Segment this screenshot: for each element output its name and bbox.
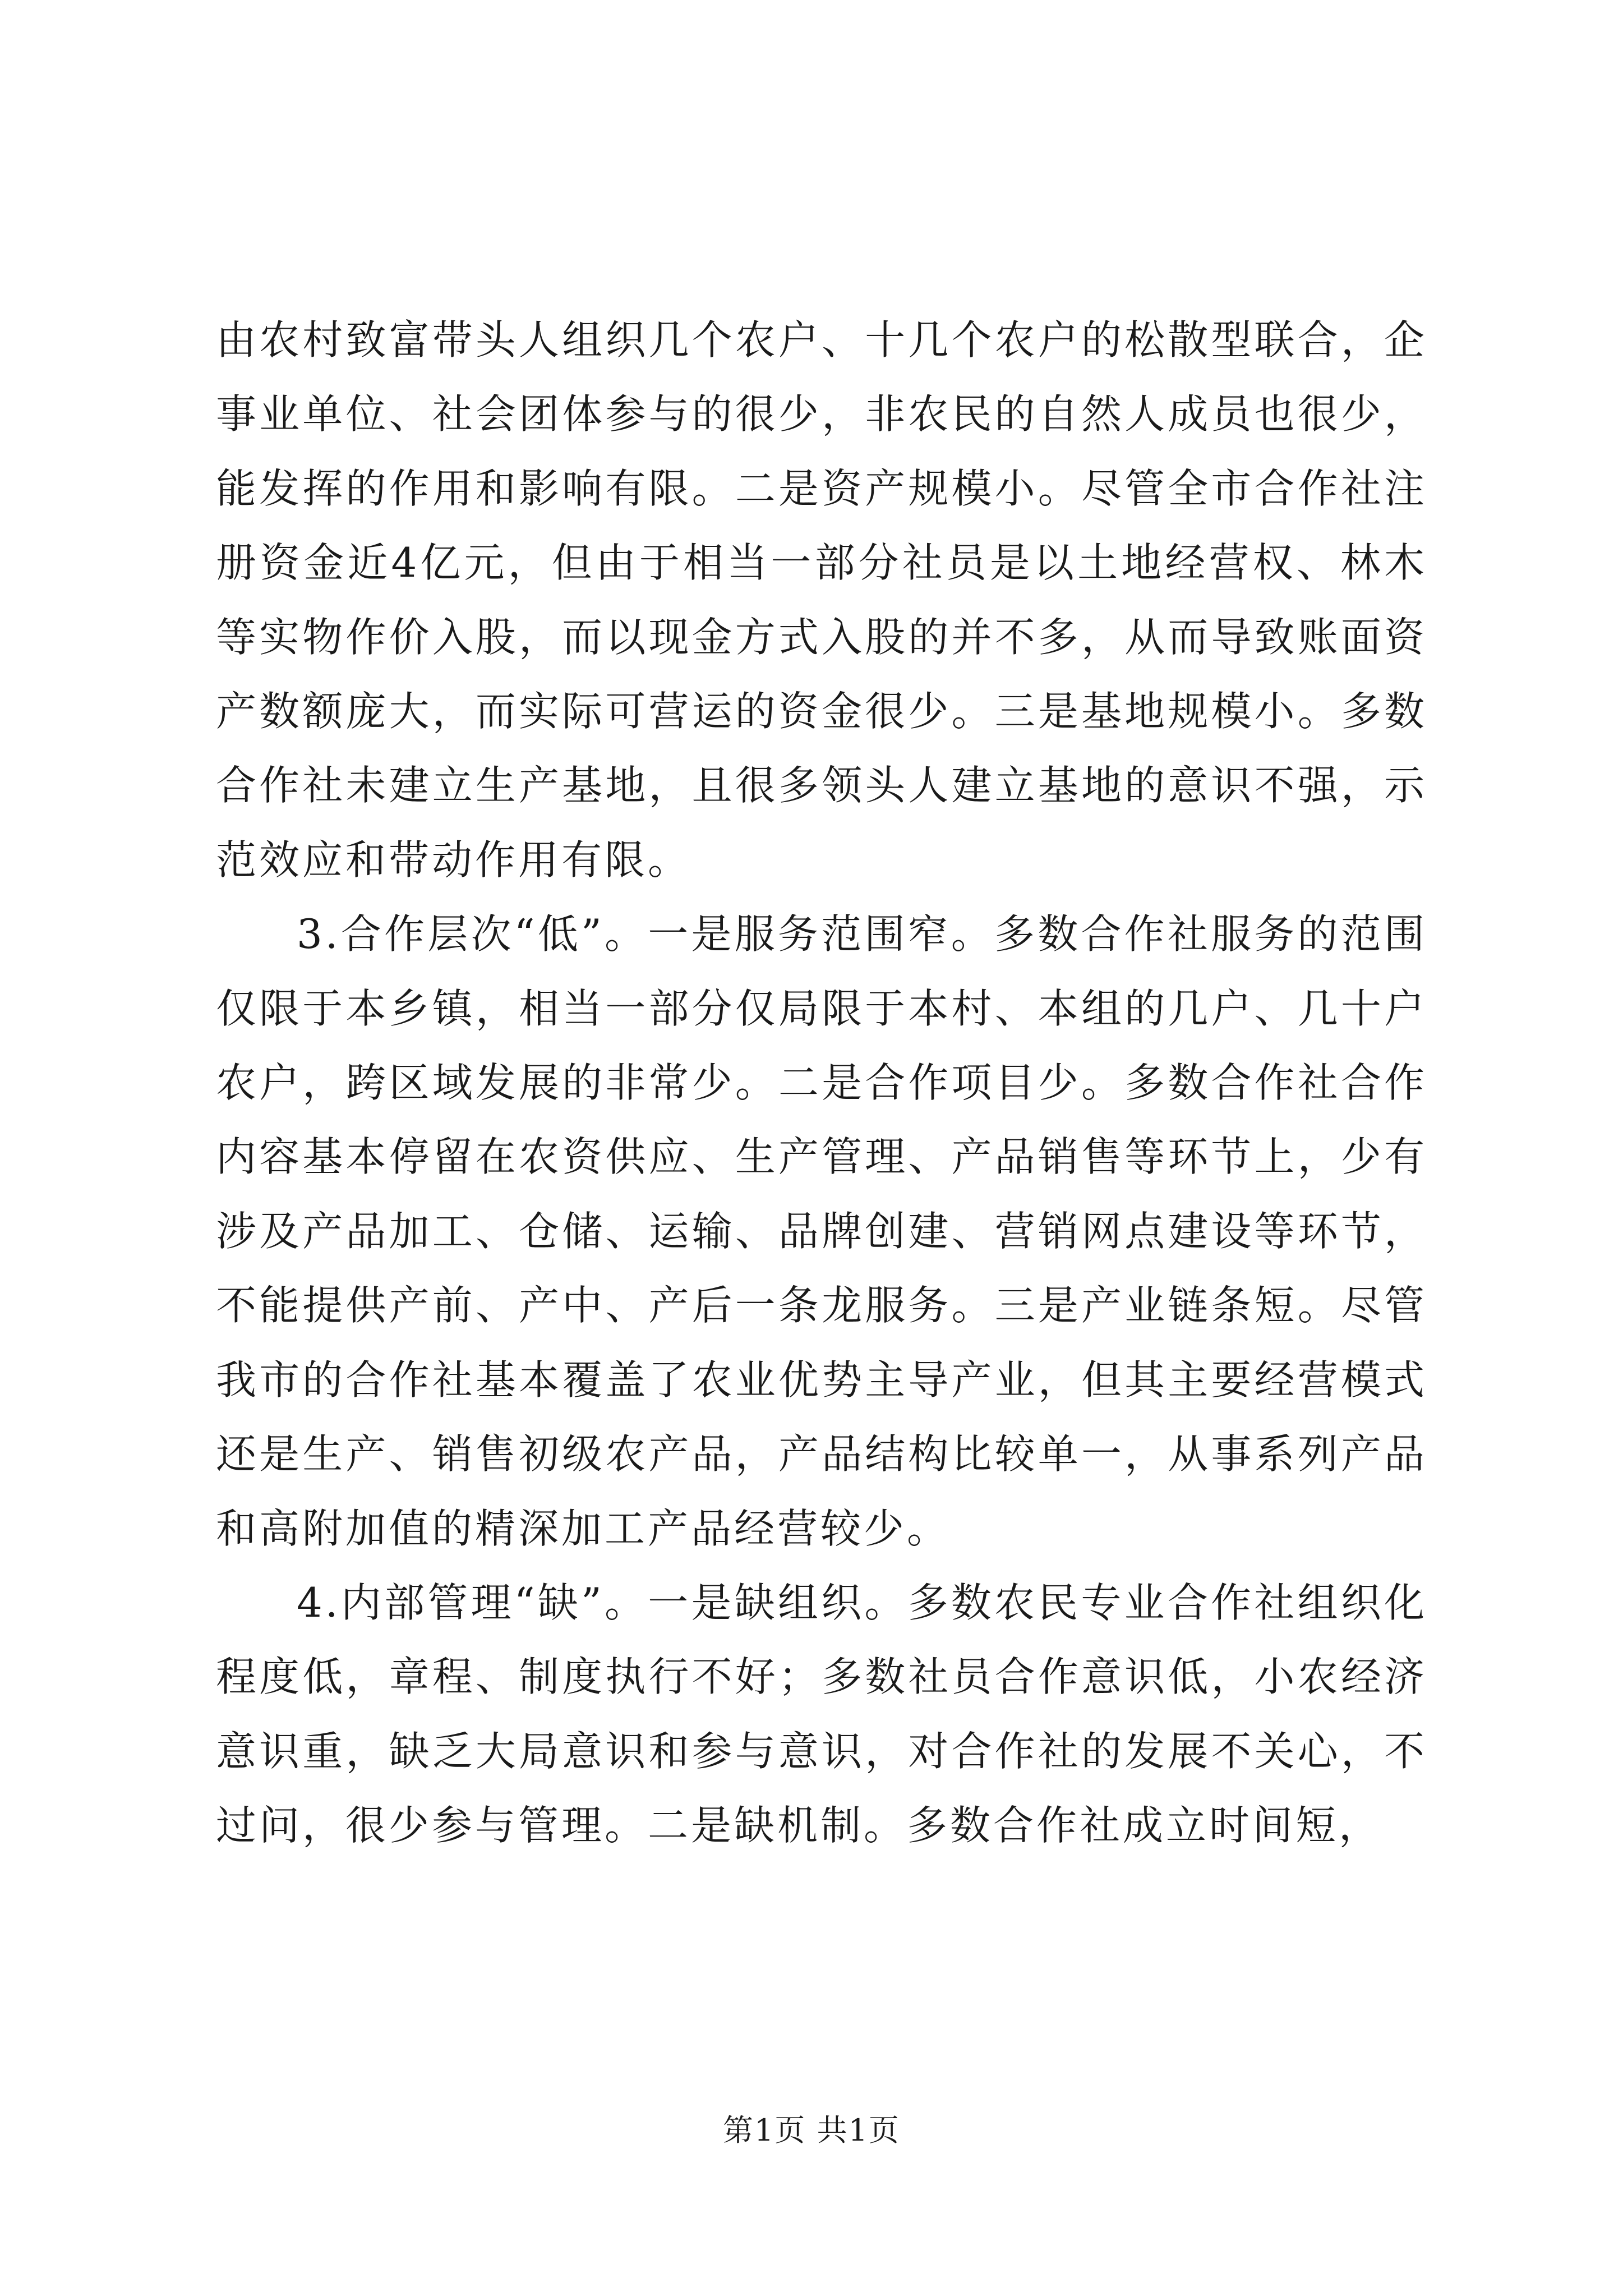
page-footer: 第1页 共1页 [723, 2113, 900, 2148]
paragraph-cooperation-level: 3.合作层次“低”。一是服务范围窄。多数合作社服务的范围仅限于本乡镇，相当一部分仅局限于本村、本组的几户、几十户农户，跨区域发展的非常少。二是合作项目少。多数合作社合作内容基本停留在农资供应、生产管理、产品销售等环节上，少有涉及产品加工、仓储、运输、品牌创建、营销网点建设等环节，不能提供产前、产中、产后一条龙服务。三是产业链条短。尽管我市的合作社基本覆盖了农业优势主导产业，但其主要经营模式还是生产、销售初级农产品，产品结构比较单一，从事系列产品和高附加值的精深加工产品经营较少。 [216, 910, 1427, 1552]
document-body [216, 303, 1427, 1863]
paragraph-continuation: 由农村致富带头人组织几个农户、十几个农户的松散型联合，企事业单位、社会团体参与的很少，非农民的自然人成员也很少，能发挥的作用和影响有限。二是资产规模小。尽管全市合作社注册资金近4亿元，但由于相当一部分社员是以土地经营权、林木等实物作价入股，而以现金方式入股的并不多，从而导致账面资产数额庞大，而实际可营运的资金很少。三是基地规模小。多数合作社未建立生产基地，且很多领头人建立基地的意识不强，示范效应和带动作用有限。 [216, 316, 1427, 884]
paragraph-internal-management: 4.内部管理“缺”。一是缺组织。多数农民专业合作社组织化程度低，章程、制度执行不好；多数社员合作意识低，小农经济意识重，缺乏大局意识和参与意识，对合作社的发展不关心，不过问，很少参与管理。二是缺机制。多数合作社成立时间短， [216, 1579, 1427, 1849]
